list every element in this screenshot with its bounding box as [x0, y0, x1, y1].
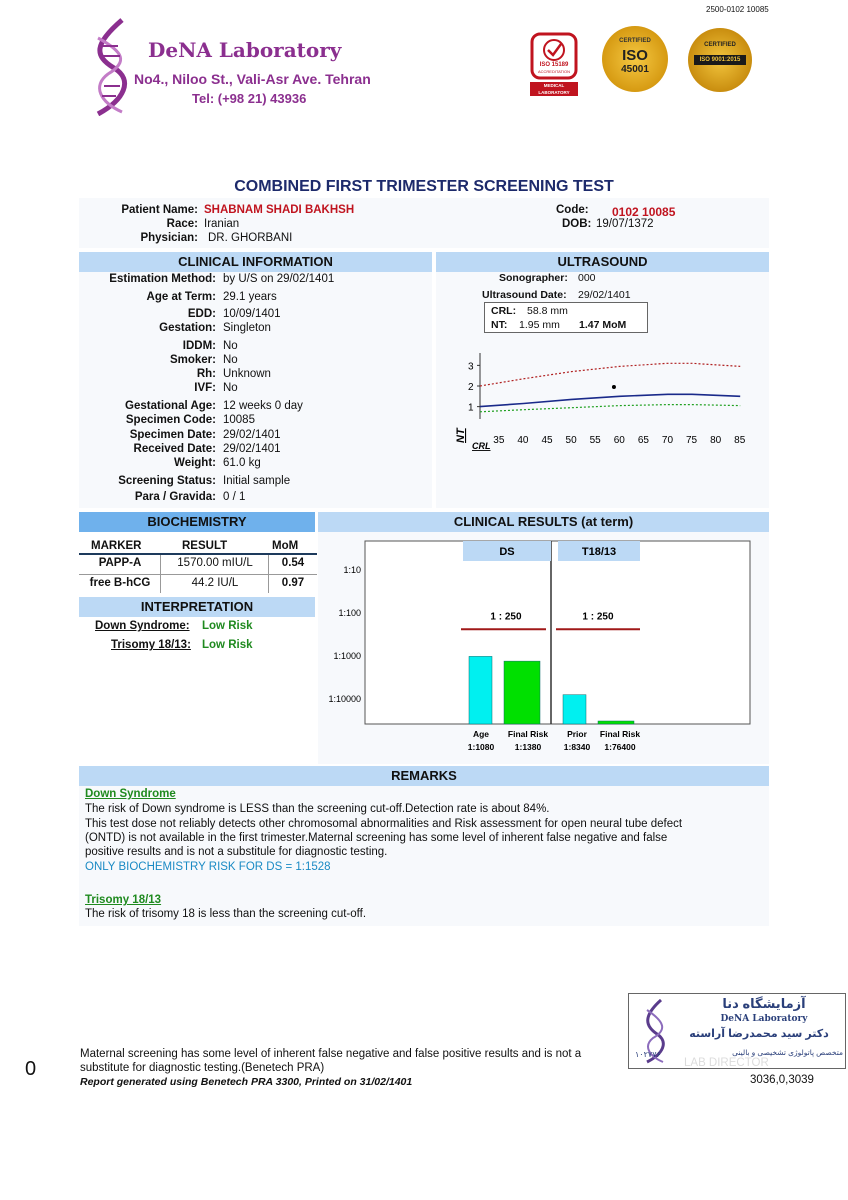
- bar-value-label: 1:8340: [563, 742, 591, 752]
- x-axis-label: CRL: [472, 441, 491, 451]
- clinical-value: No: [223, 354, 238, 366]
- remark-t18-title: Trisomy 18/13: [85, 894, 162, 906]
- bar-value-label: 1:1380: [514, 742, 542, 752]
- remark-ds-title: Down Syndrome: [85, 788, 176, 800]
- patient-name: SHABNAM SHADI BAKHSH: [204, 204, 355, 216]
- footer-codes: 3036,0,3039: [750, 1074, 814, 1086]
- ultrasound-header: ULTRASOUND: [436, 252, 769, 272]
- bar-category-label: Prior: [567, 729, 587, 739]
- biochem-result: 44.2 IU/L: [191, 577, 239, 589]
- x-tick-label: 50: [565, 435, 577, 446]
- clinical-label: Para / Gravida:: [134, 491, 216, 503]
- y-tick-label: 1:100: [338, 608, 361, 619]
- nt-crl-chart: [440, 345, 765, 455]
- clinical-results-header: CLINICAL RESULTS (at term): [318, 512, 769, 532]
- clinical-label: Screening Status:: [118, 475, 216, 487]
- measurement-box: CRL: 58.8 mm NT: 1.95 mm 1.47 MoM: [484, 302, 648, 333]
- y-tick-label: 3: [468, 361, 474, 373]
- remarks-header: REMARKS: [79, 766, 769, 786]
- clinical-value: 29/02/1401: [223, 443, 281, 455]
- biochem-mom: 0.97: [281, 577, 305, 589]
- document-reference: 2500-0102 10085: [706, 5, 769, 14]
- clinical-label: Gestation:: [159, 322, 216, 334]
- nt-value: 1.95 mm: [519, 319, 560, 331]
- x-tick-label: 40: [517, 435, 529, 446]
- x-tick-label: 60: [613, 435, 625, 446]
- biochem-only-risk: ONLY BIOCHEMISTRY RISK FOR DS = 1:1528: [85, 861, 331, 873]
- x-tick-label: 45: [541, 435, 553, 446]
- ds-risk: Low Risk: [202, 620, 253, 632]
- clinical-value: 0 / 1: [223, 491, 246, 503]
- report-generated: Report generated using Benetech PRA 3300, Printed on 31/02/1401: [80, 1076, 413, 1088]
- plot-area: [365, 541, 750, 724]
- clinical-value: No: [223, 340, 238, 352]
- accreditation-check-icon: [530, 32, 578, 82]
- risk-bar: [504, 661, 540, 724]
- clinical-label: EDD:: [187, 308, 216, 320]
- y-tick-label: 1: [468, 402, 474, 414]
- bar-value-label: 1:1080: [467, 742, 495, 752]
- patient-code: 0102 10085: [612, 205, 676, 219]
- clinical-value: Singleton: [223, 322, 271, 334]
- y-tick-label: 1:1000: [333, 651, 361, 662]
- crl-value: 58.8 mm: [527, 305, 568, 317]
- dna-logo-icon: [84, 16, 140, 116]
- risk-bar: [598, 721, 634, 724]
- lab-tel: Tel: (+98 21) 43936: [192, 91, 307, 106]
- clinical-label: Received Date:: [133, 443, 216, 455]
- ds-cutoff-label: 1 : 250: [490, 611, 522, 623]
- clinical-label: Gestational Age:: [125, 400, 216, 412]
- risk-chart: [318, 535, 769, 760]
- biochem-marker: free B-hCG: [89, 577, 151, 589]
- t18-group-label: T18/13: [581, 546, 617, 558]
- clinical-value: Initial sample: [223, 475, 291, 487]
- y-tick-label: 1:10000: [328, 694, 361, 705]
- clinical-label: IVF:: [194, 382, 216, 394]
- clinical-value: 10/09/1401: [223, 308, 281, 320]
- patient-nt-point: [612, 385, 616, 389]
- patient-race: Iranian: [204, 218, 240, 230]
- clinical-value: 10085: [223, 414, 255, 426]
- clinical-label: Specimen Code:: [125, 414, 216, 426]
- x-tick-label: 85: [734, 435, 746, 446]
- risk-bar: [469, 656, 492, 724]
- physician: DR. GHORBANI: [208, 232, 293, 244]
- lab-address: No4., Niloo St., Vali-Asr Ave. Tehran: [134, 71, 371, 87]
- clinical-value: 12 weeks 0 day: [223, 400, 303, 412]
- clinical-value: 29/02/1401: [223, 429, 281, 441]
- clinical-label: Specimen Date:: [129, 429, 216, 441]
- clinical-label: Rh:: [196, 368, 216, 380]
- x-tick-label: 65: [637, 435, 649, 446]
- nt-mom: 1.47 MoM: [579, 319, 627, 331]
- y-tick-label: 2: [468, 382, 474, 393]
- x-tick-label: 35: [493, 435, 505, 446]
- sonographer: 000: [578, 272, 596, 284]
- clinical-label: Age at Term:: [146, 291, 216, 303]
- interpretation-header: INTERPRETATION: [79, 597, 315, 617]
- t18-risk: Low Risk: [202, 639, 253, 651]
- iso9001-badge: CERTIFIED ISO 9001:2015: [688, 28, 752, 92]
- biochem-marker: PAPP-A: [98, 557, 142, 569]
- nt-series-line: [480, 363, 740, 386]
- clinical-label: Weight:: [174, 457, 216, 469]
- biochem-mom: 0.54: [281, 557, 305, 569]
- nt-series-line: [480, 405, 740, 412]
- bar-category-label: Final Risk: [599, 729, 641, 739]
- y-tick-label: 1:10: [343, 564, 361, 575]
- bar-category-label: Final Risk: [507, 729, 549, 739]
- clinical-label: IDDM:: [182, 340, 216, 352]
- director-stamp: آزمایشگاه دنا DeNA Laboratory دکتر سید محمدرضا آراسته متخصص پاتولوژی تشخیصی و بالینی ۱۰۲۷۷۶: [628, 993, 846, 1069]
- t18-cutoff-label: 1 : 250: [582, 611, 614, 623]
- clinical-info-header: CLINICAL INFORMATION: [79, 252, 432, 272]
- clinical-value: Unknown: [223, 368, 271, 380]
- footer-disclaimer: Maternal screening has some level of inherent false negative and false positive results and is not a substitute for diagnostic testing.(Benetech PRA): [80, 1048, 582, 1074]
- page-number: 0: [25, 1058, 37, 1080]
- x-tick-label: 80: [710, 435, 722, 446]
- clinical-label: Smoker:: [169, 354, 216, 366]
- patient-dob: 19/07/1372: [596, 218, 654, 230]
- clinical-value: by U/S on 29/02/1401: [223, 273, 335, 285]
- iso45001-badge: CERTIFIED ISO 45001: [602, 26, 668, 92]
- iso15189-badge: ISO 15189 ACCREDITATION MEDICAL LABORATORY: [530, 32, 578, 96]
- report-title: COMBINED FIRST TRIMESTER SCREENING TEST: [234, 178, 614, 195]
- bar-value-label: 1:76400: [604, 742, 636, 752]
- bar-category-label: Age: [472, 729, 490, 739]
- x-tick-label: 75: [686, 435, 698, 446]
- clinical-value: 61.0 kg: [223, 457, 261, 469]
- ultrasound-date: 29/02/1401: [578, 289, 631, 301]
- biochemistry-header: BIOCHEMISTRY: [79, 512, 315, 532]
- clinical-value: 29.1 years: [223, 291, 277, 303]
- clinical-value: No: [223, 382, 238, 394]
- x-tick-label: 55: [589, 435, 601, 446]
- clinical-label: Estimation Method:: [109, 273, 216, 285]
- y-axis-label: NT: [455, 428, 467, 443]
- risk-bar: [563, 695, 586, 724]
- biochem-result: 1570.00 mIU/L: [177, 557, 253, 569]
- ds-group-label: DS: [499, 546, 515, 558]
- x-tick-label: 70: [661, 435, 674, 446]
- lab-name: DeNA Laboratory: [148, 38, 342, 62]
